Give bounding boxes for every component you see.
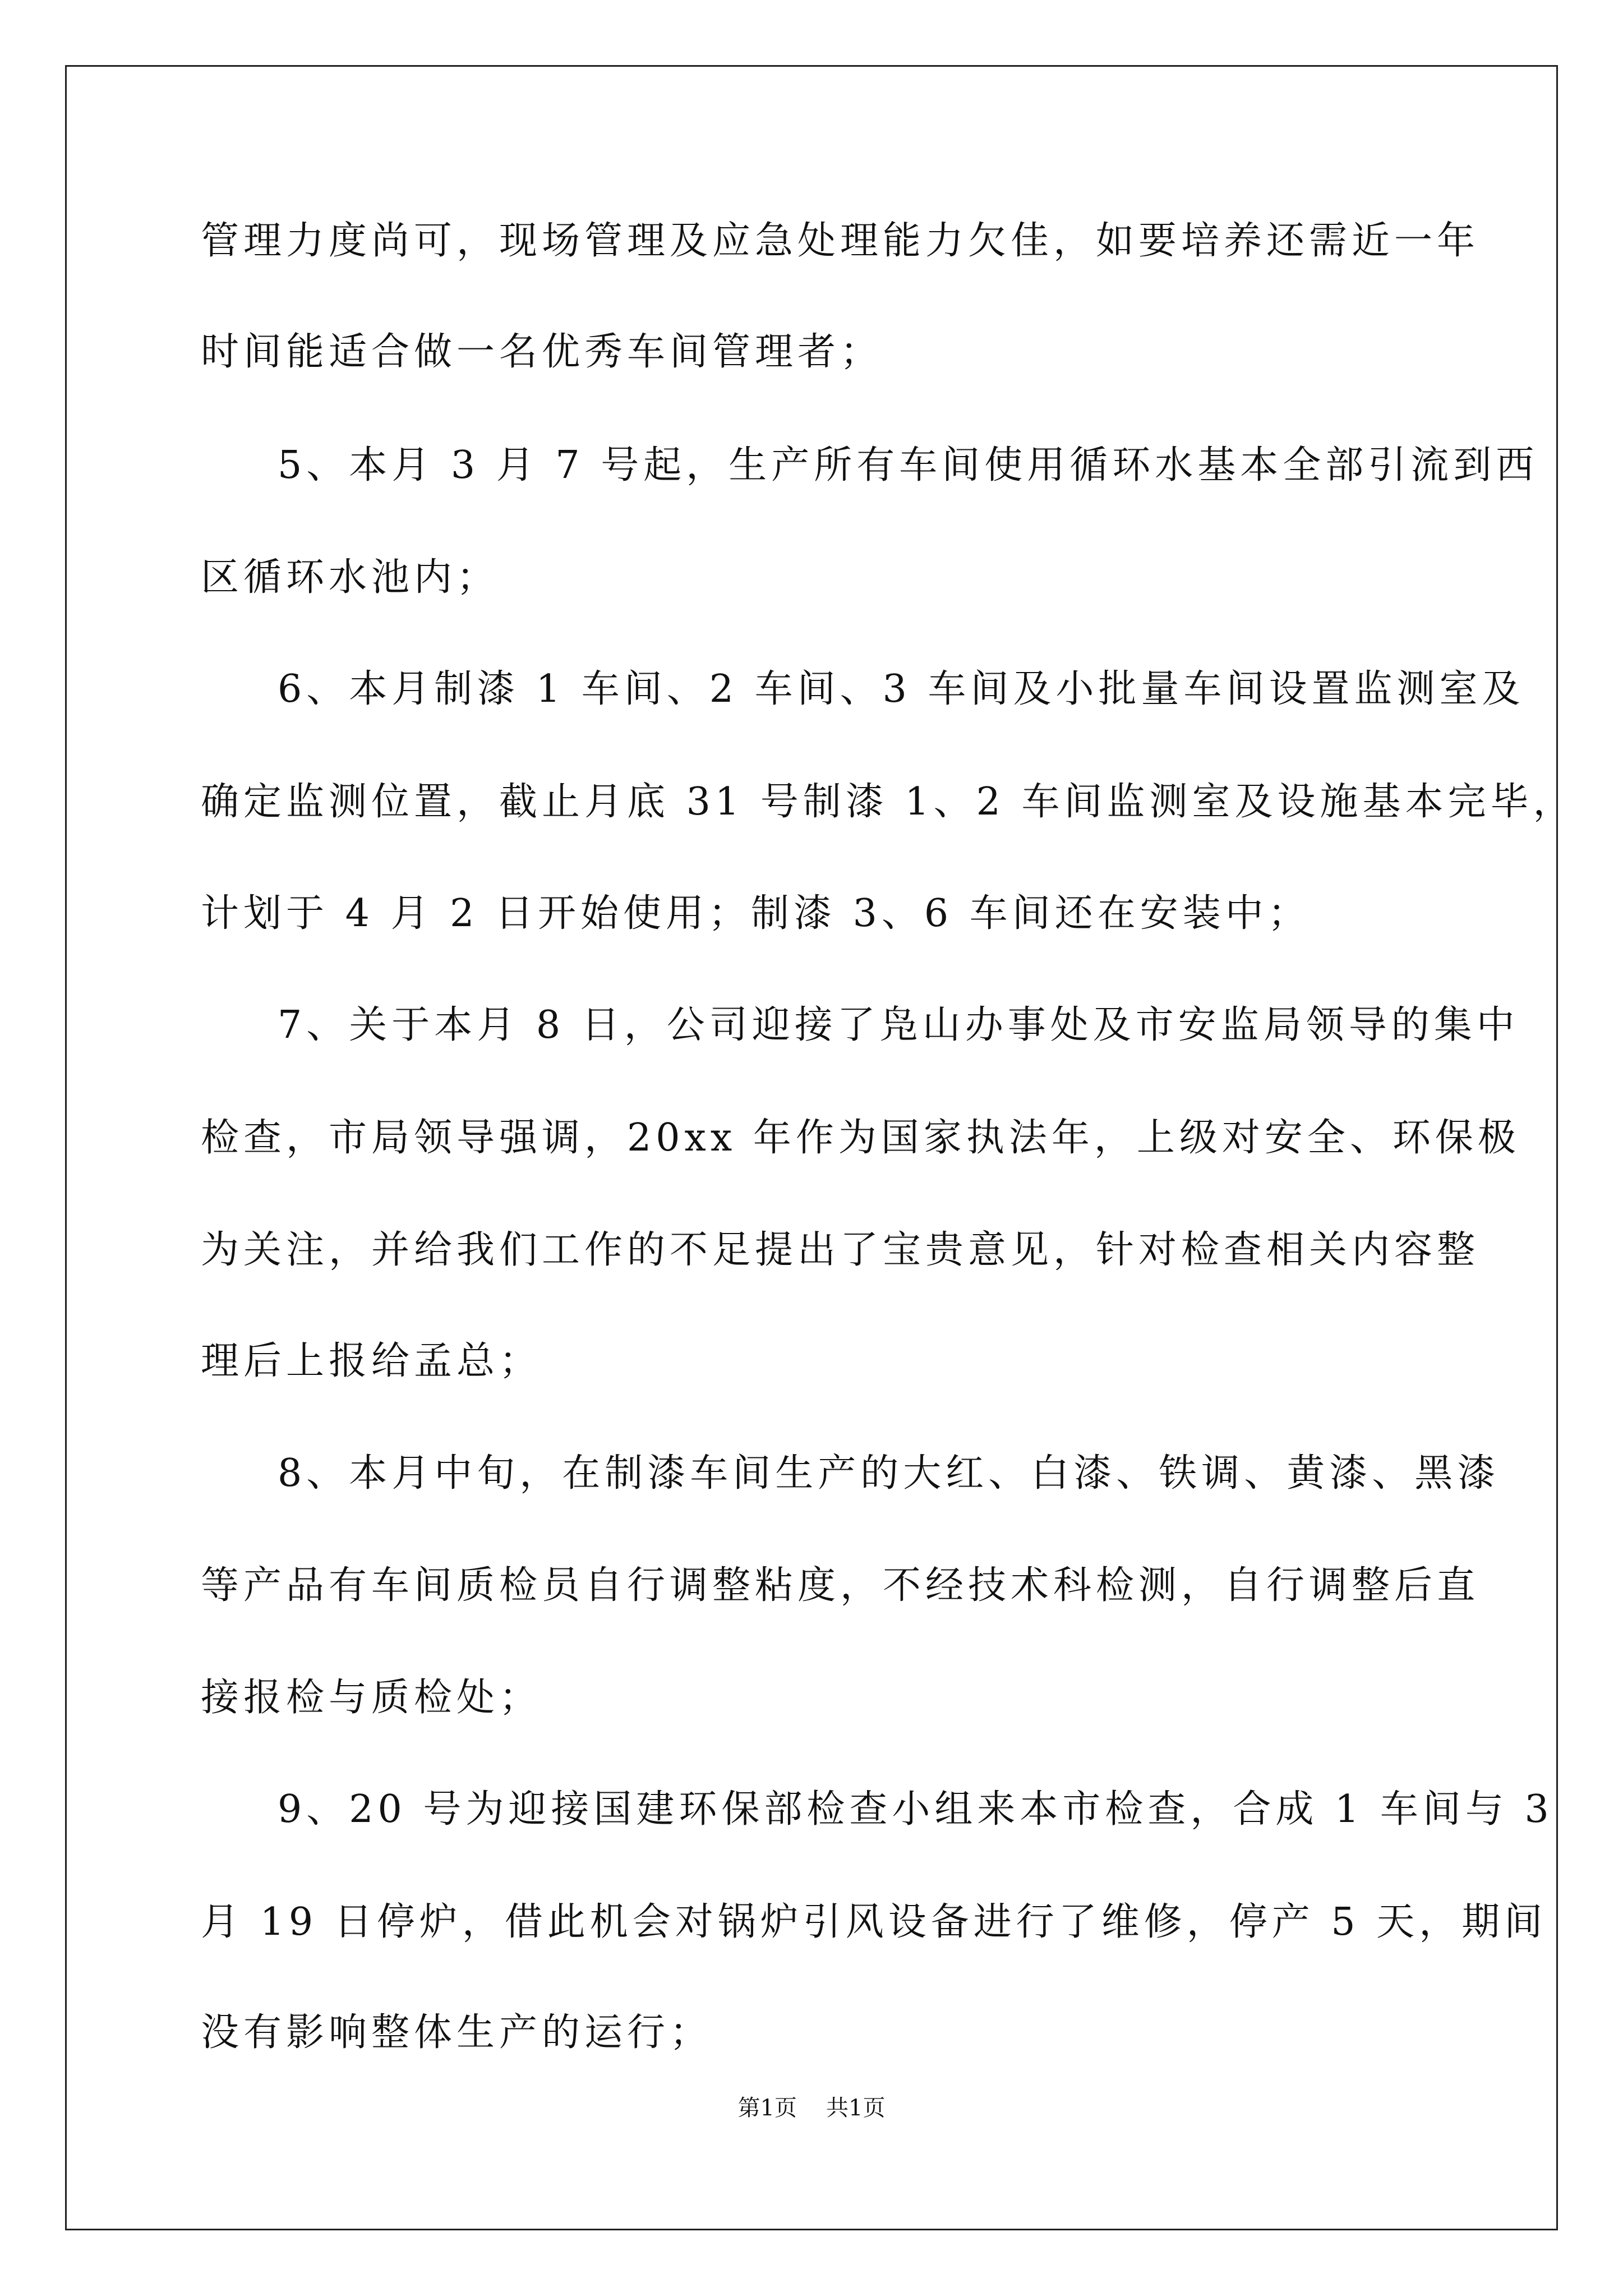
text-line: 9、20 号为迎接国建环保部检查小组来本市检查，合成 1 车间与 3 xyxy=(278,1787,1553,1832)
text-line: 管理力度尚可，现场管理及应急处理能力欠佳，如要培养还需近一年 xyxy=(201,219,1480,263)
text-line: 计划于 4 月 2 日开始使用；制漆 3、6 车间还在安装中； xyxy=(201,891,1311,936)
page-number: 第1页 xyxy=(737,2095,797,2121)
text-line: 为关注，并给我们工作的不足提出了宝贵意见，针对检查相关内容整 xyxy=(201,1228,1480,1272)
page-footer xyxy=(0,2097,1623,2119)
text-line: 确定监测位置，截止月底 31 号制漆 1、2 车间监测室及设施基本完毕， xyxy=(201,780,1576,824)
text-line: 等产品有车间质检员自行调整粘度，不经技术科检测，自行调整后直 xyxy=(201,1563,1480,1608)
text-line: 没有影响整体生产的运行； xyxy=(201,2010,713,2055)
text-line: 7、关于本月 8 日，公司迎接了凫山办事处及市安监局领导的集中 xyxy=(278,1003,1519,1047)
text-line: 接报检与质检处； xyxy=(201,1676,542,1720)
text-line: 区循环水池内； xyxy=(201,555,500,600)
text-line: 时间能适合做一名优秀车间管理者； xyxy=(201,330,883,374)
text-line: 月 19 日停炉，借此机会对锅炉引风设备进行了维修，停产 5 天，期间 xyxy=(201,1900,1547,1944)
text-line: 理后上报给孟总； xyxy=(201,1339,542,1383)
text-line: 检查，市局领导强调，20xx 年作为国家执法年，上级对安全、环保极 xyxy=(201,1116,1520,1160)
text-line: 5、本月 3 月 7 号起，生产所有车间使用循环水基本全部引流到西 xyxy=(278,443,1539,487)
page-total: 共1页 xyxy=(826,2095,886,2121)
text-line: 8、本月中旬，在制漆车间生产的大红、白漆、铁调、黄漆、黑漆 xyxy=(278,1451,1500,1496)
text-line: 6、本月制漆 1 车间、2 车间、3 车间及小批量车间设置监测室及 xyxy=(278,667,1525,711)
